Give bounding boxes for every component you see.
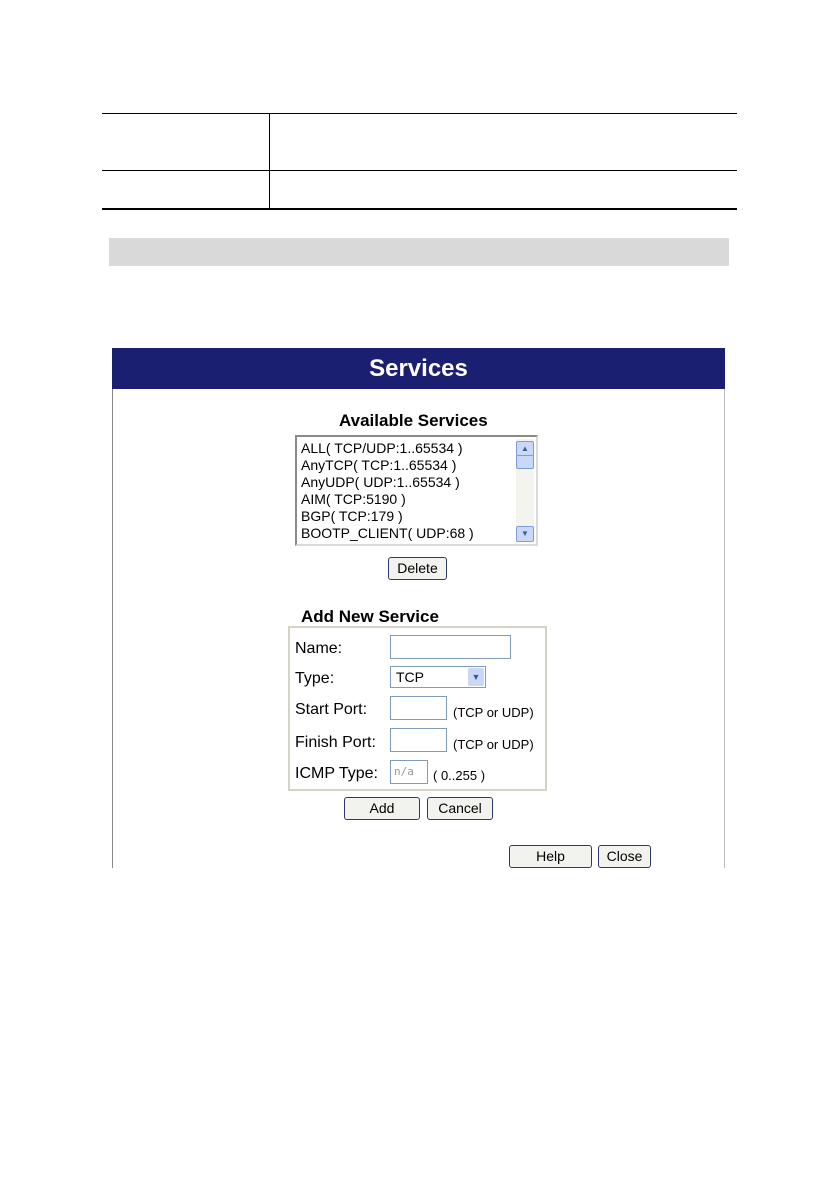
chevron-down-icon[interactable]: ▼ [468,668,484,686]
list-item[interactable]: AIM( TCP:5190 ) [301,491,406,507]
close-button[interactable]: Close [598,845,651,868]
icmp-type-hint: ( 0..255 ) [433,768,486,783]
scroll-down-icon[interactable]: ▼ [516,526,534,542]
scroll-up-icon[interactable]: ▲ [516,441,534,457]
available-services-heading: Available Services [339,411,488,430]
delete-button[interactable]: Delete [388,557,447,580]
finish-port-input[interactable] [390,728,447,752]
name-input[interactable] [390,635,511,659]
list-item[interactable]: ALL( TCP/UDP:1..65534 ) [301,440,463,456]
table-column-divider [269,113,270,209]
section-heading-bar [109,238,729,266]
add-button[interactable]: Add [344,797,420,820]
available-services-list[interactable] [295,435,538,546]
type-select[interactable] [390,666,486,688]
help-button[interactable]: Help [509,845,592,868]
cancel-button[interactable]: Cancel [427,797,493,820]
add-new-service-heading: Add New Service [301,607,439,626]
start-port-label: Start Port: [295,701,368,718]
type-label: Type: [295,670,335,687]
dialog-right-edge [724,348,725,868]
icmp-type-input: n/a [390,760,428,784]
service-list-items [301,440,512,542]
type-select-value: TCP [396,669,424,685]
dialog-title: Services [112,348,725,389]
list-item[interactable]: AnyUDP( UDP:1..65534 ) [301,474,460,490]
finish-port-label: Finish Port: [295,734,376,751]
start-port-input[interactable] [390,696,447,720]
document-table [102,113,737,209]
list-item[interactable]: BOOTP_CLIENT( UDP:68 ) [301,525,474,541]
table-rule-middle [102,170,737,171]
icmp-type-label: ICMP Type: [295,765,378,782]
scroll-thumb[interactable] [516,455,534,469]
add-service-form [288,626,547,791]
services-dialog [112,348,725,868]
list-item[interactable]: BGP( TCP:179 ) [301,508,403,524]
start-port-hint: (TCP or UDP) [453,705,534,720]
name-label: Name: [295,640,343,657]
list-item[interactable]: AnyTCP( TCP:1..65534 ) [301,457,457,473]
dialog-left-edge [112,348,113,868]
table-rule-top [102,113,737,114]
list-scrollbar[interactable] [516,439,534,542]
table-rule-bottom [102,208,737,210]
finish-port-hint: (TCP or UDP) [453,737,534,752]
